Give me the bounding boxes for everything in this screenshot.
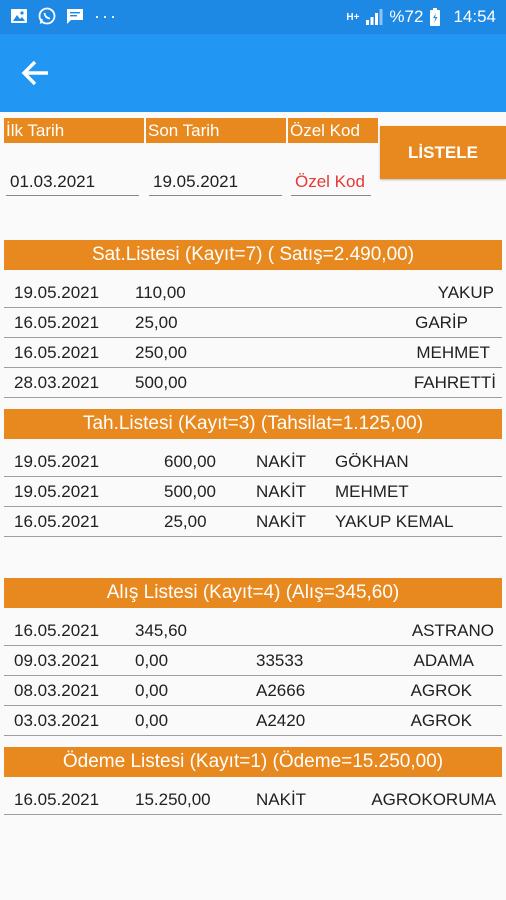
row-name: GARİP [415,313,468,332]
collections-row[interactable] [4,447,502,477]
row-date: 03.03.2021 [14,711,100,730]
row-amount: 0,00 [135,651,169,670]
row-amount: 25,00 [135,313,178,332]
battery-percent: %72 [389,7,424,26]
row-amount: 0,00 [135,681,169,700]
signal-icon [365,8,383,26]
end-date-field[interactable]: 19.05.2021 [149,168,282,196]
collections-row[interactable] [4,477,502,507]
row-type: NAKİT [256,790,307,809]
network-type: H+ [346,11,360,23]
row-name: MEHMET [416,343,490,362]
row-name: AGROK [410,681,472,700]
row-name: AGROK [410,711,472,730]
row-amount: 25,00 [164,512,207,531]
image-icon [10,7,28,25]
row-amount: 15.250,00 [135,790,211,809]
row-date: 16.05.2021 [14,621,100,640]
row-name: YAKUP KEMAL [335,512,454,531]
row-name: ADAMA [413,651,474,670]
payments-list-header: Ödeme Listesi (Kayıt=1) (Ödeme=15.250,00) [4,747,502,777]
sales-list-header: Sat.Listesi (Kayıt=7) ( Satış=2.490,00) [4,240,502,270]
special-code-label: Özel Kod [288,118,378,143]
row-date: 16.05.2021 [14,313,100,332]
row-amount: 110,00 [135,283,186,302]
row-amount: 345,60 [135,621,187,640]
row-name: YAKUP [437,283,494,302]
sales-row[interactable] [4,308,502,338]
battery-icon [429,8,447,26]
start-date-field[interactable]: 01.03.2021 [6,168,139,196]
back-button[interactable] [18,56,58,90]
row-type: NAKİT [256,452,307,471]
special-code-field[interactable]: Özel Kod [291,168,371,196]
arrow-left-icon [18,56,58,90]
collections-list-header: Tah.Listesi (Kayıt=3) (Tahsilat=1.125,00) [4,409,502,439]
collections-row[interactable] [4,507,502,537]
row-type: NAKİT [256,512,307,531]
list-button[interactable]: LİSTELE [380,126,506,179]
start-date-label: İlk Tarih [4,118,144,143]
row-date: 16.05.2021 [14,512,100,531]
app-bar [0,34,506,112]
row-date: 19.05.2021 [14,452,100,471]
purchases-row[interactable] [4,646,502,676]
row-date: 19.05.2021 [14,482,100,501]
more-dots-icon: ··· [94,6,118,26]
purchases-row[interactable] [4,706,502,736]
clock: 14:54 [453,7,496,26]
row-date: 28.03.2021 [14,373,100,392]
whatsapp-icon [38,7,56,25]
row-amount: 0,00 [135,711,169,730]
row-code: A2420 [256,711,306,730]
row-name: AGROKORUMA [371,790,496,809]
row-name: GÖKHAN [335,452,409,471]
sales-row[interactable] [4,368,502,398]
purchases-row[interactable] [4,616,502,646]
row-date: 16.05.2021 [14,343,100,362]
row-date: 08.03.2021 [14,681,100,700]
row-amount: 500,00 [135,373,187,392]
sales-row[interactable] [4,278,502,308]
row-date: 19.05.2021 [14,283,100,302]
message-icon [66,7,84,25]
end-date-label: Son Tarih [146,118,286,143]
row-date: 09.03.2021 [14,651,100,670]
row-name: MEHMET [335,482,409,501]
purchases-list-header: Alış Listesi (Kayıt=4) (Alış=345,60) [4,578,502,608]
row-amount: 600,00 [164,452,216,471]
row-amount: 500,00 [164,482,216,501]
row-type: NAKİT [256,482,307,501]
row-amount: 250,00 [135,343,187,362]
payments-row[interactable] [4,785,502,815]
status-bar [0,0,506,34]
row-name: ASTRANO [411,621,494,640]
row-name: FAHRETTİ [413,373,496,392]
row-code: 33533 [256,651,304,670]
purchases-row[interactable] [4,676,502,706]
row-date: 16.05.2021 [14,790,100,809]
sales-row[interactable] [4,338,502,368]
row-code: A2666 [256,681,306,700]
